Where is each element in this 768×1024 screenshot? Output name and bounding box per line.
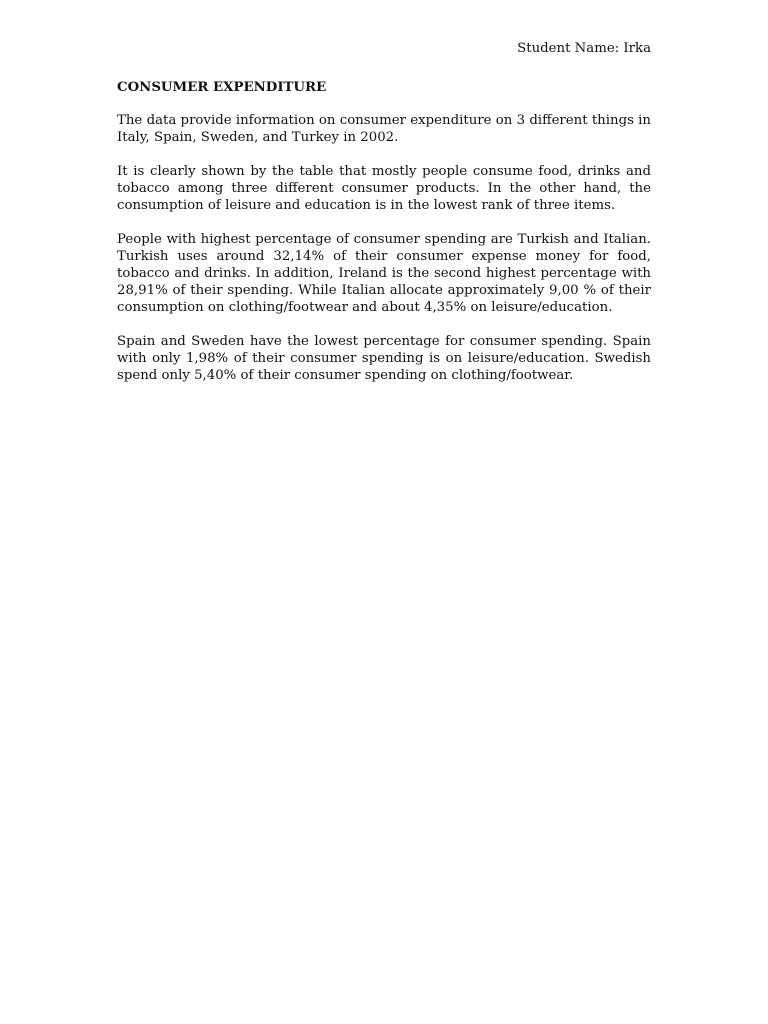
document-page [117, 40, 651, 401]
paragraph-lowest-spending: Spain and Sweden have the lowest percentage for consumer spending. Spain with only 1,98% of their consumer spending is on leisure/education. Swedish spend only 5,40% of their consumer spending on clothing/footwear. [117, 334, 651, 383]
paragraph-highest-spending: People with highest percentage of consumer spending are Turkish and Italian. Turkish uses around 32,14% of their consumer expense money for food, tobacco and drinks. In addition, Ireland is the second highest percentage with 28,91% of their spending. While Italian allocate approximately 9,00 % of their consumption on clothing/footwear and about 4,35% on leisure/education. [117, 232, 651, 315]
student-name: Student Name: Irka [517, 41, 651, 56]
document-title: CONSUMER EXPENDITURE [117, 80, 327, 95]
paragraph-intro: The data provide information on consumer expenditure on 3 different things in Italy, Spain, Sweden, and Turkey in 2002. [117, 113, 651, 145]
paragraph-overview: It is clearly shown by the table that mostly people consume food, drinks and tobacco among three different consumer products. In the other hand, the consumption of leisure and education is in the lowest rank of three items. [117, 164, 651, 213]
